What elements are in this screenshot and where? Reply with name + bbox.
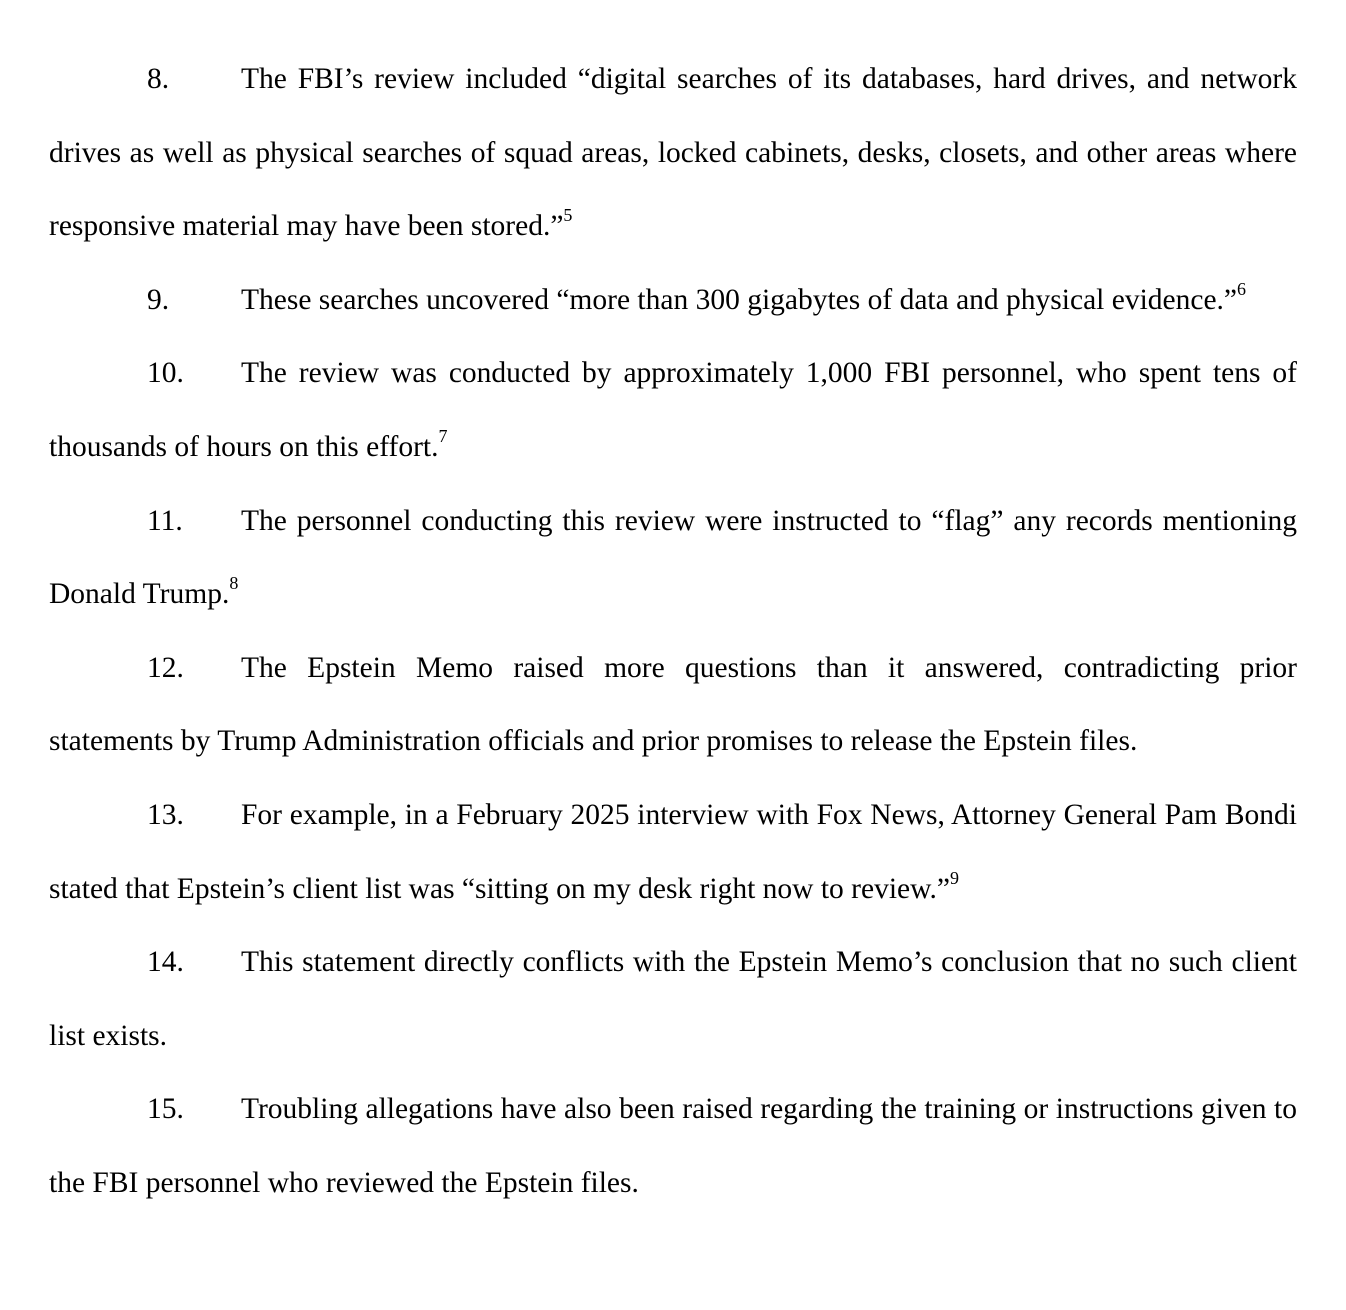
paragraph-number: 15. <box>147 1093 184 1126</box>
paragraph-8 <box>49 43 1297 264</box>
document-page <box>49 43 1297 1221</box>
paragraph-13 <box>49 779 1297 926</box>
footnote-ref[interactable]: 7 <box>438 426 448 447</box>
paragraph-11 <box>49 485 1297 632</box>
paragraph-number: 8. <box>147 63 170 95</box>
footnote-ref[interactable]: 8 <box>229 573 239 594</box>
paragraph-number: 12. <box>147 651 184 684</box>
paragraph-12 <box>49 632 1297 779</box>
paragraph-text: The personnel conducting this review were instructed to “flag” any records mentioning Donald Trump. <box>49 504 1297 611</box>
paragraph-text: The review was conducted by approximately 1,000 FBI personnel, who spent tens of thousands of hours on this effort. <box>49 357 1297 463</box>
paragraph-text: The Epstein Memo raised more questions than it answered, contradicting prior statements by Trump Administration officials and prior promises to release the Epstein files. <box>49 651 1297 758</box>
paragraph-9 <box>49 264 1297 338</box>
footnote-ref[interactable]: 9 <box>949 867 959 888</box>
paragraph-number: 13. <box>147 798 184 831</box>
paragraph-number: 10. <box>147 357 184 390</box>
paragraph-text: These searches uncovered “more than 300 gigabytes of data and physical evidence.” <box>241 283 1238 316</box>
footnote-ref[interactable]: 5 <box>563 205 573 226</box>
paragraph-15 <box>49 1073 1297 1220</box>
paragraph-14 <box>49 926 1297 1073</box>
paragraph-number: 9. <box>147 283 170 316</box>
paragraph-10 <box>49 337 1297 484</box>
paragraph-text: Troubling allegations have also been raised regarding the training or instructions given to the FBI personnel who reviewed the Epstein files. <box>49 1093 1297 1199</box>
paragraph-number: 14. <box>147 946 184 979</box>
paragraph-text: The FBI’s review included “digital searches of its databases, hard drives, and network drives as well as physical searches of squad areas, locked cabinets, desks, closets, and other areas where responsive material may have been stored.” <box>49 63 1297 243</box>
paragraph-text: This statement directly conflicts with the Epstein Memo’s conclusion that no such client list exists. <box>49 946 1297 1052</box>
paragraph-number: 11. <box>147 504 183 537</box>
paragraph-text: For example, in a February 2025 interview with Fox News, Attorney General Pam Bondi stated that Epstein’s client list was “sitting on my desk right now to review.” <box>49 798 1297 905</box>
footnote-ref[interactable]: 6 <box>1237 278 1247 299</box>
